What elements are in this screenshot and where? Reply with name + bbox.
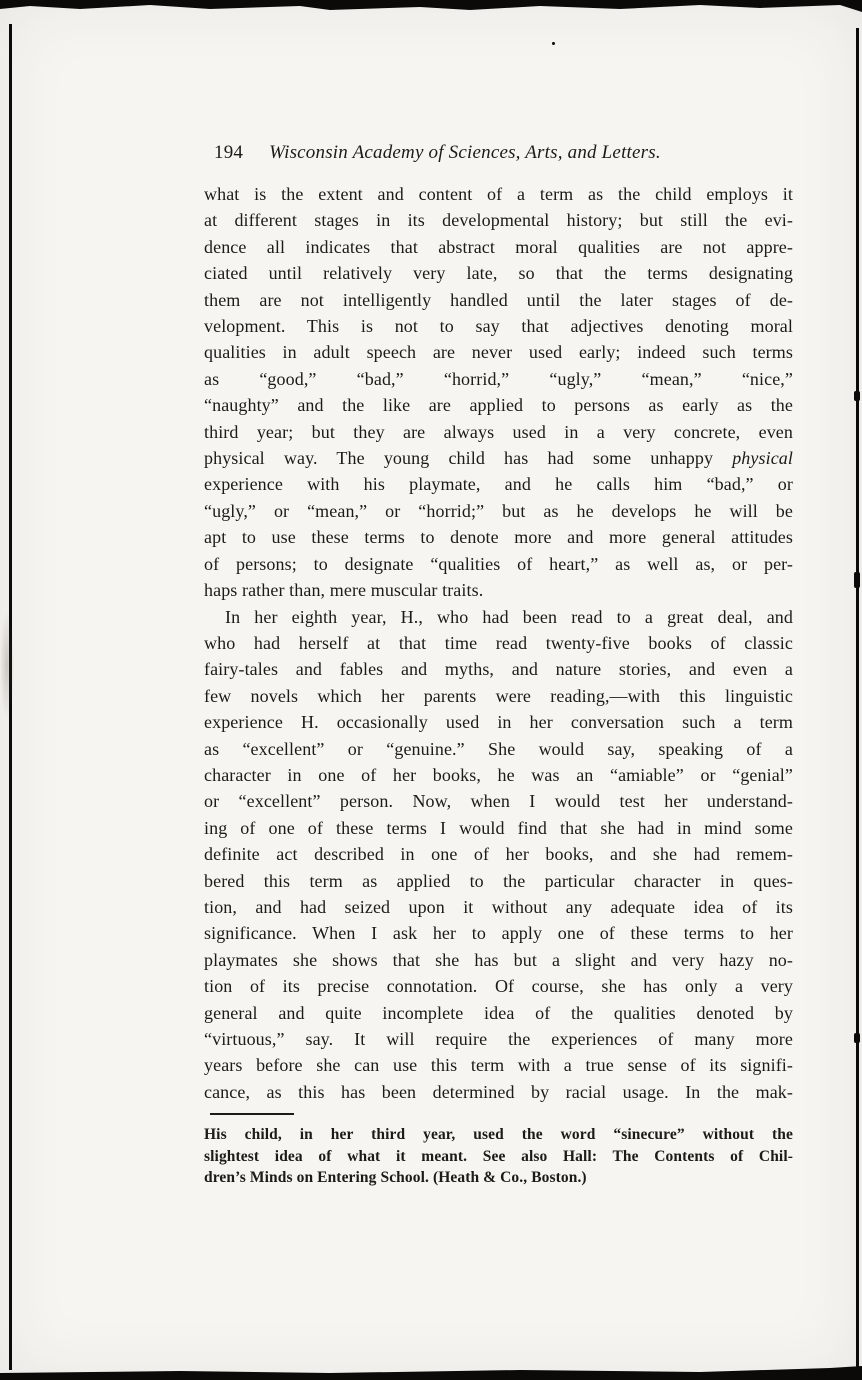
body-text: [204, 181, 793, 1105]
text-line: velopment. This is not to say that adjectives denoting moral: [204, 316, 793, 337]
page-number: 194: [214, 142, 244, 163]
footnote: [204, 1113, 793, 1189]
text-line: experience with his playmate, and he calls him “bad,” or: [204, 474, 793, 495]
scan-artifact: [854, 391, 860, 401]
scan-smudge: [0, 610, 14, 720]
text-line: as “good,” “bad,” “horrid,” “ugly,” “mean,” “nice,”: [204, 368, 793, 389]
running-title: Wisconsin Academy of Sciences, Arts, and Letters.: [269, 142, 661, 163]
page-header: [204, 140, 793, 166]
text-line: slightest idea of what it meant. See also Hall: The Contents of Chil-: [204, 1147, 793, 1165]
text-line: experience H. occasionally used in her conversation such a term: [204, 712, 793, 733]
text-line: of persons; to designate “qualities of heart,” as well as, or per-: [204, 553, 793, 574]
footnote-text: [204, 1124, 793, 1189]
scan-edge-top: [0, 0, 862, 14]
text-line: fairy-tales and fables and myths, and nature stories, and even a: [204, 659, 793, 680]
text-line: or “excellent” person. Now, when I would test her understand-: [204, 791, 793, 812]
text-line: third year; but they are always used in a very concrete, even: [204, 421, 793, 442]
scan-artifact: [854, 1033, 860, 1043]
text-line: physical way. The young child has had some unhappy physical: [204, 448, 793, 469]
text-line: His child, in her third year, used the word “sinecure” without the: [204, 1126, 793, 1144]
text-line: years before she can use this term with a true sense of its signifi-: [204, 1055, 793, 1076]
text-line: tion, and had seized upon it without any adequate idea of its: [204, 896, 793, 917]
ink-speck: [552, 42, 555, 45]
footnote-rule: [210, 1113, 294, 1115]
text-line: “ugly,” or “mean,” or “horrid;” but as he develops he will be: [204, 500, 793, 521]
text-line: general and quite incomplete idea of the qualities denoted by: [204, 1002, 793, 1023]
text-line: tion of its precise connotation. Of course, she has only a very: [204, 976, 793, 997]
text-line: few novels which her parents were reading,—with this linguistic: [204, 685, 793, 706]
text-line: as “excellent” or “genuine.” She would say, speaking of a: [204, 738, 793, 759]
text-line: at different stages in its developmental history; but still the evi-: [204, 210, 793, 231]
text-line: ing of one of these terms I would find that she had in mind some: [204, 817, 793, 838]
text-line: “virtuous,” say. It will require the experiences of many more: [204, 1029, 793, 1049]
text-line: character in one of her books, he was an “amiable” or “genial”: [204, 764, 793, 785]
text-line: dren’s Minds on Entering School. (Heath & Co., Boston.): [204, 1169, 587, 1187]
text-line: haps rather than, mere muscular traits.: [204, 580, 484, 601]
text-line: ciated until relatively very late, so that the terms designating: [204, 263, 793, 284]
text-line: significance. When I ask her to apply one of these terms to her: [204, 923, 793, 944]
text-line: what is the extent and content of a term as the child employs it: [204, 184, 793, 204]
text-line: them are not intelligently handled until the later stages of de-: [204, 289, 793, 310]
scan-edge-bottom: [0, 1366, 862, 1380]
text-line: dence all indicates that abstract moral qualities are not appre-: [204, 236, 793, 257]
text-line: cance, as this has been determined by racial usage. In the mak-: [204, 1081, 793, 1102]
scan-artifact: [854, 572, 860, 588]
text-line: “naughty” and the like are applied to persons as early as the: [204, 395, 793, 416]
scan-edge-right: [856, 28, 859, 1380]
text-line: In her eighth year, H., who had been read to a great deal, and: [225, 606, 793, 627]
text-line: qualities in adult speech are never used early; indeed such terms: [204, 342, 793, 363]
text-line: definite act described in one of her books, and she had remem-: [204, 844, 793, 865]
text-line: bered this term as applied to the particular character in ques-: [204, 870, 793, 891]
text-line: apt to use these terms to denote more and more general attitudes: [204, 527, 793, 548]
text-line: who had herself at that time read twenty-five books of classic: [204, 632, 793, 653]
text-column: [204, 140, 793, 1189]
text-line: playmates she shows that she has but a slight and very hazy no-: [204, 949, 793, 970]
